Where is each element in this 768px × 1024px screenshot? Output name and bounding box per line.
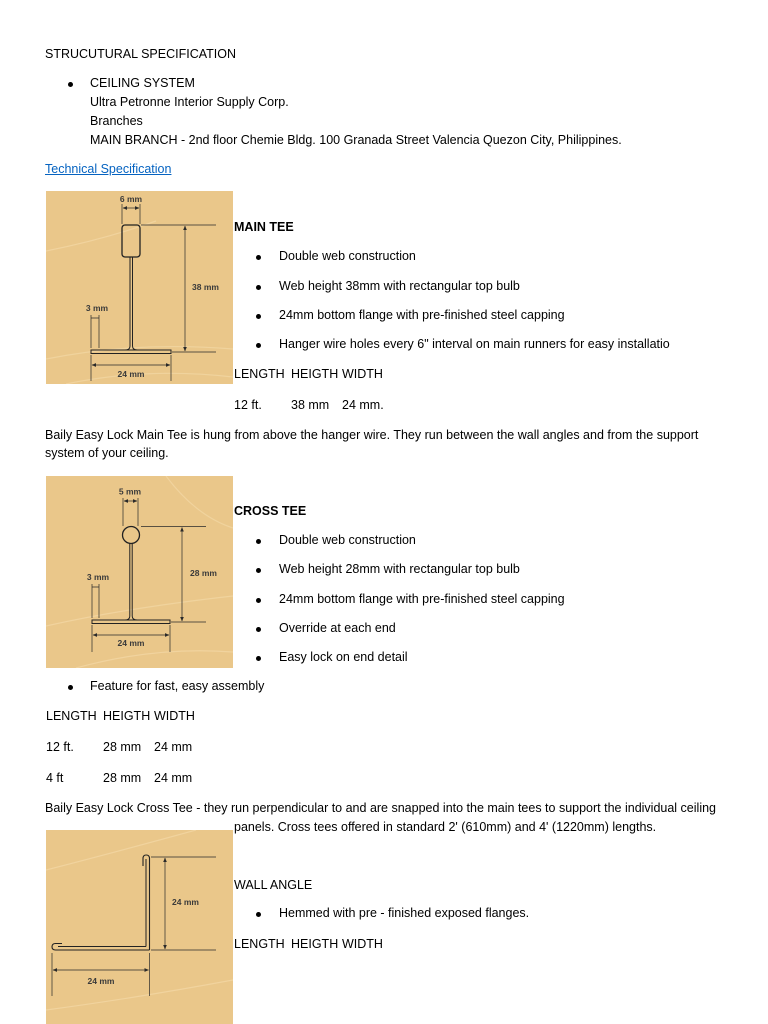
table-header-length: LENGTH xyxy=(234,367,285,381)
table-header-height: HEIGTH xyxy=(103,709,151,723)
bullet xyxy=(256,598,261,603)
cross-tee-title: CROSS TEE xyxy=(234,504,307,518)
table-cell: 24 mm. xyxy=(342,398,384,412)
cross-tee-feature: 24mm bottom flange with pre-finished steel capping xyxy=(279,592,565,606)
wall-angle-feature: Hemmed with pre - finished exposed flanges. xyxy=(279,906,530,920)
wall-angle-diagram xyxy=(46,830,233,1024)
main-tee-feature: 24mm bottom flange with pre-finished steel capping xyxy=(279,308,565,322)
main-branch-address: MAIN BRANCH - 2nd floor Chemie Bldg. 100 Granada Street Valencia Quezon City, Philippines. xyxy=(90,133,622,147)
cross-tee-feature: Override at each end xyxy=(279,621,396,635)
ceiling-system-label: CEILING SYSTEM xyxy=(90,76,195,90)
bullet xyxy=(256,627,261,632)
bullet xyxy=(68,685,73,690)
table-cell: 12 ft. xyxy=(46,740,74,754)
horizontal-leg-label: 24 mm xyxy=(87,976,115,986)
main-tee-feature: Double web construction xyxy=(279,249,416,263)
flange-thickness-label: 3 mm xyxy=(85,303,109,313)
bullet xyxy=(256,656,261,661)
bulb-width-label: 5 mm xyxy=(118,486,142,497)
bullet xyxy=(68,82,73,87)
bullet xyxy=(256,912,261,917)
bullet xyxy=(256,255,261,260)
cross-tee-description: panels. Cross tees offered in standard 2' (610mm) and 4' (1220mm) lengths. xyxy=(234,820,657,834)
web-height-label: 28 mm xyxy=(190,568,217,578)
cross-tee-diagram xyxy=(46,476,233,668)
document-heading: STRUCUTURAL SPECIFICATION xyxy=(45,47,236,61)
vertical-leg-label: 24 mm xyxy=(172,897,199,907)
table-header-length: LENGTH xyxy=(234,937,285,951)
table-cell: 4 ft xyxy=(46,771,64,785)
bulb-width-label: 6 mm xyxy=(119,194,143,204)
main-tee-description: Baily Easy Lock Main Tee is hung from above the hanger wire. They run between the wall angles and from the support xyxy=(45,428,699,442)
branches-label: Branches xyxy=(90,114,143,128)
table-header-length: LENGTH xyxy=(46,709,97,723)
table-header-width: WIDTH xyxy=(342,937,383,951)
bullet xyxy=(256,285,261,290)
table-cell: 12 ft. xyxy=(234,398,262,412)
bullet xyxy=(256,314,261,319)
web-height-label: 38 mm xyxy=(192,282,219,292)
bullet xyxy=(256,539,261,544)
cross-tee-feature: Double web construction xyxy=(279,533,416,547)
table-header-width: WIDTH xyxy=(154,709,195,723)
wall-angle-title: WALL ANGLE xyxy=(234,878,313,892)
technical-specification-link[interactable]: Technical Specification xyxy=(45,162,172,176)
cross-tee-feature: Easy lock on end detail xyxy=(279,650,408,664)
diagram-background xyxy=(46,830,233,1024)
main-tee-description: system of your ceiling. xyxy=(45,446,169,460)
table-header-height: HEIGTH xyxy=(291,367,339,381)
bullet xyxy=(256,568,261,573)
table-header-height: HEIGTH xyxy=(291,937,339,951)
table-cell: 28 mm xyxy=(103,740,142,754)
flange-width-label: 24 mm xyxy=(117,369,145,379)
company-name: Ultra Petronne Interior Supply Corp. xyxy=(90,95,289,109)
cross-tee-feature: Web height 28mm with rectangular top bulb xyxy=(279,562,520,576)
bullet xyxy=(256,343,261,348)
main-tee-feature: Hanger wire holes every 6" interval on main runners for easy installatio xyxy=(279,337,670,351)
table-cell: 28 mm xyxy=(103,771,142,785)
flange-width-label: 24 mm xyxy=(117,638,145,648)
main-tee-diagram xyxy=(46,191,233,384)
flange-thickness-label: 3 mm xyxy=(86,572,110,582)
main-tee-title: MAIN TEE xyxy=(234,220,294,234)
cross-tee-description: Baily Easy Lock Cross Tee - they run perpendicular to and are snapped into the main tees to support the individual ceiling xyxy=(45,801,716,815)
main-tee-feature: Web height 38mm with rectangular top bulb xyxy=(279,279,520,293)
table-cell: 24 mm xyxy=(154,771,193,785)
table-cell: 38 mm xyxy=(291,398,330,412)
table-header-width: WIDTH xyxy=(342,367,383,381)
table-cell: 24 mm xyxy=(154,740,193,754)
cross-tee-extra-feature: Feature for fast, easy assembly xyxy=(90,679,265,693)
